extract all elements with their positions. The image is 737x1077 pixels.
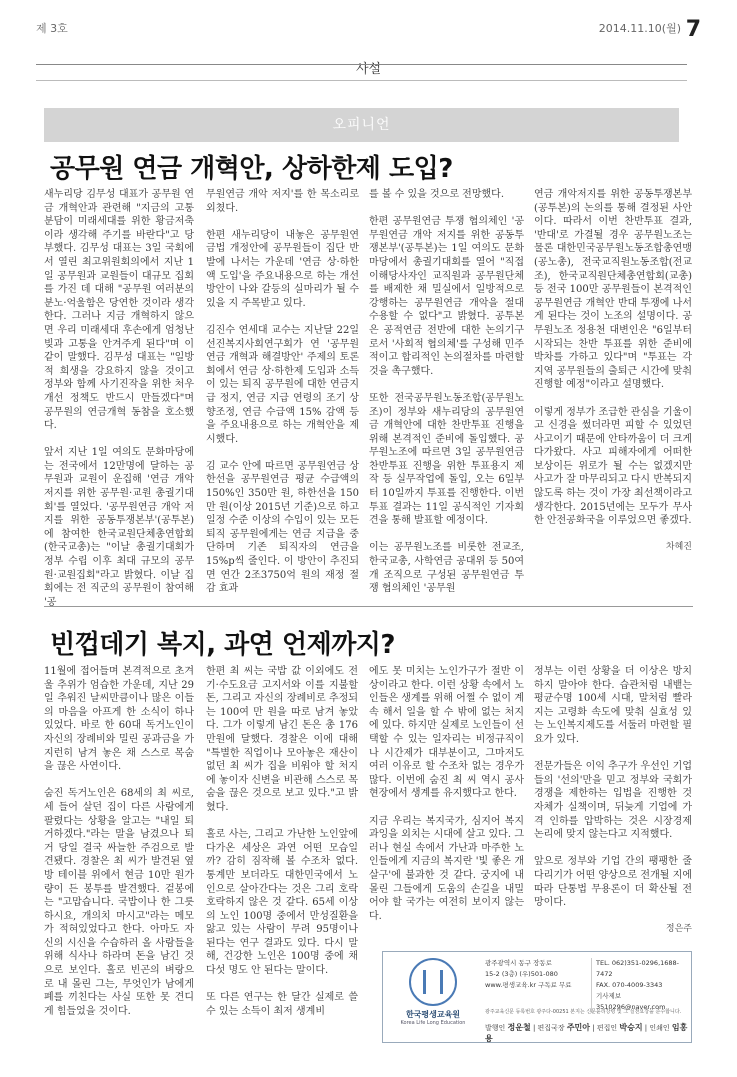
registration-note: 광주교육신문 등록번호 광주다-00251 본지는 신문윤리강령 및 그 실천요강을 준수합니다.: [485, 1009, 682, 1015]
logo-english-name: Korea Life Long Education: [400, 1020, 466, 1026]
fax: FAX. 070-4009-3343: [596, 981, 663, 989]
staff-name: 정운철: [507, 1023, 531, 1032]
article1-column-3: [369, 188, 528, 596]
paragraph: 한편 새누리당이 내놓은 공무원연금법 개정안에 공무원들이 집단 반발에 나서는 가운데 '연금 상·하한액 도입'을 주요내용으로 하는 개선방안이 나와 갈등의 실마리가 될 수 있을 지 주목받고 있다.: [206, 229, 363, 309]
staff-name: 임홍용: [485, 1023, 688, 1043]
email: 기사제보 3510296@naver.com: [596, 992, 666, 1011]
staff-role: 편집국장: [537, 1024, 565, 1032]
paragraph: 11월에 접어들며 본격적으로 초겨울 추위가 엄습한 가운데, 지난 29일 추워진 날씨만큼이나 많은 이들의 마음을 아프게 한 소식이 하나 있었다. 바로 한 60대 독거노인이 자신의 장례비와 밀린 공과금을 가지런히 남겨 놓은 채 스스로 목숨을 끊은 사연이다.: [44, 666, 198, 773]
paragraph: 김 교수 안에 따르면 공무원연금 상한선을 공무원연금 평균 수급액의 150%인 350만 원, 하한선을 150만 원(이상 2015년 기준)으로 하고 일정 수준 이상의 수입이 있는 모든 퇴직 공무원에게는 연금 지급을 중단하며 기존 퇴직자의 연금을 15%p씩 줄인다. 이 방안이 추진되면 연간 2조3750억 원의 재정 절감 효과: [206, 460, 363, 595]
paragraph: 무원연금 개악 저지'를 한 목소리로 외쳤다.: [206, 189, 363, 214]
staff-list: 발행인 정운철 | 편집국장 주민아 | 편집인 박승지 | 인쇄인 임홍용: [485, 1023, 688, 1043]
header-rule-bottom: [36, 80, 687, 81]
paragraph: 김진수 연세대 교수는 지난달 22일 선진복지사회연구회가 연 '공무원연금 개혁과 해결방안' 주제의 토론회에서 연금 상·하한제 도입과 소득이 있는 퇴직 공무원에 대한 연금지급 정지, 연금 지급 연령의 조기 상향조정, 연금 수급액 15% 감액 등을 주요내용으로 하는 개혁안을 제시했다.: [206, 324, 363, 445]
header-rule-top: [36, 64, 687, 65]
page-header: [36, 17, 701, 77]
page-number: 7: [685, 17, 701, 42]
staff-role: 편집인: [596, 1024, 618, 1032]
staff-role: 발행인: [485, 1024, 506, 1032]
paragraph: 또 다른 연구는 한 달간 실제로 쓸 수 있는 소득이 최저 생계비: [206, 992, 362, 1017]
address-line: www.평생교육.kr 구독료 무료: [485, 981, 572, 989]
publisher-logo: [387, 958, 479, 1038]
paragraph: 앞서 지난 1일 여의도 문화마당에는 전국에서 12만명에 달하는 공무원과 교원이 운집해 '연금 개악 저지를 위한 공무원·교원 총궐기대회'를 열었다. '공무원연금 개악 저지를 위한 공동투쟁본부'(공투본)에 참여한 한국교원단체총연합회(한국교총)는 "이날 총궐기대회가 정부 수립 이후 최대 규모의 공무원·교원집회"라고 밝혔다. 이날 집회에는 전 직군의 공무원이 참여해 '공: [44, 447, 198, 608]
paragraph: 홀로 사는, 그리고 가난한 노인앞에 다가온 세상은 과연 어떤 모습일까? 감히 짐작해 볼 수조차 없다. 통계만 보더라도 대한민국에서 노인으로 살아간다는 것은 그리 호락호락하지 않은 것 같다. 65세 이상의 노인 100명 중에서 만성질환을 앓고 있는 사람이 무려 95명이나 된다는 연구 결과도 있다. 다시 말해, 건강한 노인은 100명 중에 채 다섯 명도 안 된다는 말이다.: [206, 829, 362, 977]
paragraph: 한편 공무원연금 투쟁 협의체인 '공무원연금 개악 저지를 위한 공동투쟁본부'(공투본)는 1일 여의도 문화마당에서 총궐기대회를 열어 "직접 이해당사자인 교직원과 공무원단체를 배제한 채 밀실에서 일방적으로 강행하는 공무원연금 개악을 절대 수용할 수 없다"고 밝혔다. 공투본은 공적연금 전반에 대한 논의기구로서 '사회적 협의체'를 구성해 민주적이고 합리적인 논의절차를 마련할 것을 촉구했다.: [369, 216, 528, 377]
article1-author: 차혜진: [665, 542, 692, 553]
publisher-box: [382, 951, 692, 1043]
publisher-address: [485, 958, 585, 991]
paragraph: 이렇게 정부가 조급한 관심을 기울이고 신경을 썼더라면 피할 수 있었던 사고이기 때문에 안타까움이 더 크게 다가왔다. 사고 피해자에게 어떠한 보상이든 위로가 될 수는 없겠지만 사고가 잘 마무리되고 다시 반복되지 않도록 하는 것이 가장 최선책이라고 생각한다. 2015년에는 모두가 무사한 안전공화국을 이루었으면 좋겠다.: [534, 406, 696, 527]
paragraph: 이는 공무원노조를 비롯한 전교조, 한국교총, 사학연금 공대위 등 50여개 조직으로 구성된 공무원연금 투쟁 협의체인 '공무원: [369, 542, 528, 595]
address-line: 15-2 (3층) (우)501-080: [485, 970, 558, 978]
article1-title: 공무원 연금 개혁안, 상하한제 도입?: [50, 154, 453, 184]
article2-column-4: [534, 665, 696, 937]
article1-column-1: [44, 188, 198, 609]
publisher-contact: [591, 958, 689, 1013]
article2-column-1: [44, 665, 198, 1018]
paragraph: 앞으로 정부와 기업 간의 팽팽한 줄다리기가 어떤 양상으로 전개될 지에 따라 단통법 무용론이 더 확산될 전망이다.: [534, 856, 696, 909]
paragraph: 에도 못 미치는 노인가구가 절반 이상이라고 한다. 이런 상황 속에서 노인들은 생계를 위해 어쩔 수 없이 계속 해서 일을 할 수 밖에 없는 처지에 있다. 하지만 실제로 노인들이 선택할 수 있는 일자리는 비정규직이나 시간제가 대부분이고, 그마저도 여러 이유로 할 수조차 없는 경우가 많다. 이번에 숨진 최 씨 역시 공사현장에서 생계를 유지했다고 한다.: [369, 666, 528, 800]
staff-name: 박승지: [619, 1023, 643, 1032]
paragraph: 전문가들은 이익 추구가 우선인 기업들의 '선의'만을 믿고 정부와 국회가 경쟁을 제한하는 입법을 진행한 것 자체가 실책이며, 뒤늦게 기업에 가격 인하를 압박하는 것은 시장경제 논리에 맞지 않는다고 지적했다.: [534, 761, 696, 841]
article1-column-4: [534, 188, 696, 555]
article2-column-3: [369, 665, 528, 923]
paragraph: 한편 최 씨는 국밥 값 이외에도 전기·수도요금 고지서와 이를 지불할 돈, 그리고 자신의 장례비로 추정되는 100여 만 원을 따로 남겨 놓았다. 그가 이렇게 남긴 돈은 총 176만원에 달했다. 경찰은 이에 대해 "특별한 직업이나 모아놓은 재산이 없던 최 씨가 집을 비워야 할 처지에 놓이자 신변을 비관해 스스로 목숨을 끊은 것으로 보고 있다."고 밝혔다.: [206, 666, 362, 813]
article2-author: 정은주: [665, 924, 692, 935]
logo-emblem-icon: [409, 958, 457, 1006]
staff-name: 주민아: [566, 1023, 591, 1032]
article-divider: [44, 606, 693, 607]
issue-date: 2014.11.10(월): [598, 22, 681, 35]
staff-role: 인쇄인: [649, 1024, 670, 1032]
address-line: 광주광역시 동구 장동로: [485, 959, 552, 967]
logo-name: 한국평생교육원: [405, 1010, 461, 1019]
tel: TEL. 062)351-0296,1688-7472: [596, 959, 680, 978]
article2-title: 빈껍데기 복지, 과연 언제까지?: [50, 630, 396, 660]
paragraph: 숨진 독거노인은 68세의 최 씨로, 세 들어 살던 집이 다른 사람에게 팔렸다는 상황을 알고는 "내일 퇴거하겠다."라는 말을 남겼으나 퇴거 당일 결국 싸늘한 주검으로 발견됐다. 경찰은 최 씨가 발견된 옆 방 테이블 위에서 현금 10만 원가량이 든 봉투를 발견했다. 겉봉에는 "고맙습니다. 국밥이나 한 그릇 하시요, 개의치 마시고"라는 메모가 적혀있었다고 한다. 아마도 자신의 시신을 수습하러 올 사람들을 위해 식사나 하라며 돈을 남긴 것으로 보인다. 홀로 빈곤의 벼랑으로 내 몰린 그는, 무엇인가 남에게 폐를 끼친다는 사실 또한 못 견디게 힘들었을 것이다.: [44, 788, 198, 1017]
section-name: 사설: [355, 62, 382, 77]
article2-column-2: [206, 665, 362, 1018]
issue-number: 제 3호: [36, 22, 68, 35]
paragraph: 새누리당 김무성 대표가 공무원 연금 개혁안과 관련해 "지금의 고통분담이 미래세대를 위한 황금저축이라 생각해 주기를 바란다"고 당부했다. 김무성 대표는 3일 국회에서 열린 최고위원회의에서 지난 1일 공무원과 교원들이 대규모 집회를 가진 데 대해 "공무원 여러분의 분노·억울함은 당연한 것이라 생각한다. 그러나 지금 개혁하지 않으면 우리 미래세대 후손에게 엄청난 빚과 고통을 안겨주게 된다"며 이같이 말했다. 김무성 대표는 "일방적 희생을 강요하지 않을 것이고 정부와 함께 사기진작을 위한 처우개선 정책도 반드시 만들겠다"며 공무원의 연금개혁 동참을 호소했다.: [44, 189, 198, 432]
paragraph: 또한 전국공무원노동조합(공무원노조)이 정부와 새누리당의 공무원연금 개혁안에 대한 찬반투표 진행을 위해 본격적인 준비에 돌입했다. 공무원노조에 따르면 3일 공무원연금 찬반투표 진행을 위한 투표용지 제작 등 실무작업에 돌입, 오는 6일부터 10일까지 투표를 진행한다. 이번 투표 결과는 11일 공식적인 기자회견을 통해 발표할 예정이다.: [369, 392, 528, 527]
paragraph: 연금 개악저지를 위한 공동투쟁본부(공투본)의 논의를 통해 결정된 사안이다. 따라서 이번 찬반투표 결과, '반대'로 가결될 경우 공무원노조는 물론 대한민국공무원노동조합총연맹(공노총), 전국교직원노동조합(전교조), 한국교직원단체총연합회(교총) 등 전국 100만 공무원들이 본격적인 공무원연금 개혁안 반대 투쟁에 나서게 된다는 것이 노조의 설명이다. 공무원노조 정용천 대변인은 "6일부터 시작되는 찬반 투표를 위한 준비에 박차를 가하고 있다"며 "투표는 각 지역 공무원들의 출퇴근 시간에 맞춰 진행할 예정"이라고 설명했다.: [534, 189, 696, 391]
article1-column-2: [206, 188, 363, 596]
paragraph: 를 볼 수 있을 것으로 전망했다.: [369, 189, 504, 200]
paragraph: 지금 우리는 복지국가, 심지어 복지 과잉을 외치는 시대에 살고 있다. 그러나 현실 속에서 가난과 마주한 노인들에게 지금의 복지란 '빛 좋은 개살구'에 불과한 것 같다. 궁지에 내몰린 그들에게 도움의 손길을 내밀어야 할 국가는 여전히 보이지 않는다.: [369, 815, 528, 922]
section-banner: 오피니언: [44, 108, 679, 142]
paragraph: 정부는 이런 상황을 더 이상은 방치하지 말아야 한다. 습관처럼 내뱉는 평균수명 100세 시대, 말처럼 빨라지는 고령화 속도에 맞춰 실효성 있는 노인복지제도를 서둘러 마련할 필요가 있다.: [534, 666, 696, 745]
